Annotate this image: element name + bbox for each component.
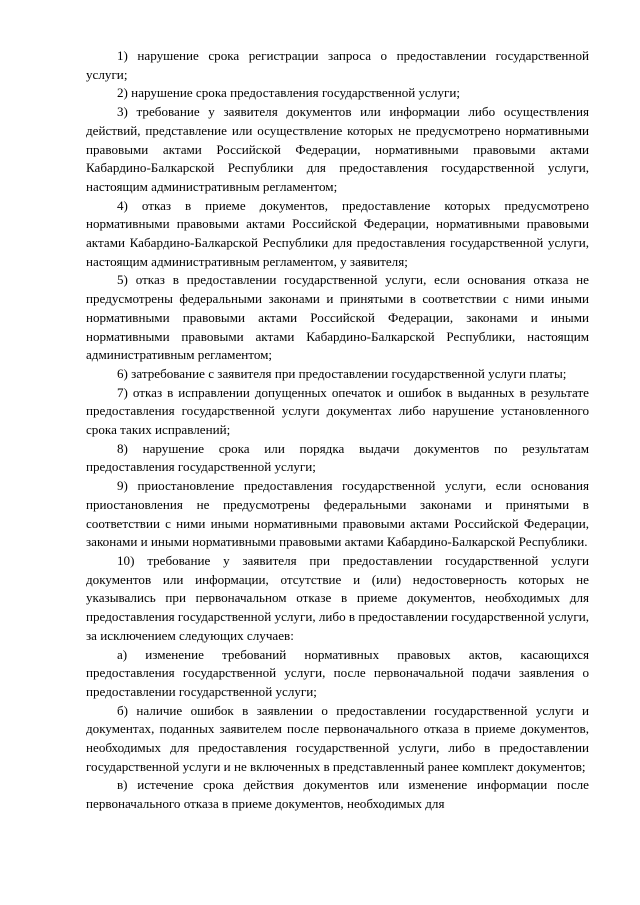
paragraph-item-9: 9) приостановление предоставления государственной услуги, если основания приостановления не предусмотрены федеральными законами и принятыми в соответствии с ними иными нормативными правовыми актами Российской Федерации, законами и иными нормативными правовыми актами Кабардино-Балкарской Республики. — [86, 478, 589, 550]
paragraph-item-7: 7) отказ в исправлении допущенных опечаток и ошибок в выданных в результате предоставления государственной услуги документах либо нарушение установленного срока таких исправлений; — [86, 384, 589, 438]
paragraph-item-3: 3) требование у заявителя документов или информации либо осуществления действий, представление или осуществление которых не предусмотрено нормативными правовыми актами Российской Федерации, нормативными правовыми актами Кабардино-Балкарской Республики для предоставления государственной услуги, настоящим административным регламентом; — [86, 104, 589, 194]
paragraph-subitem-a: а) изменение требований нормативных правовых актов, касающихся предоставления государственной услуги, после первоначальной подачи заявления о предоставлении государственной услуги; — [86, 646, 589, 699]
paragraph-item-2: 2) нарушение срока предоставления государственной услуги; — [117, 85, 461, 101]
paragraph-item-4: 4) отказ в приеме документов, предоставление которых предусмотрено нормативными правовыми актами Российской Федерации, нормативными правовыми актами Кабардино-Балкарской Республики для предоставления государственной услуги, настоящим административным регламентом, у заявителя; — [86, 197, 589, 269]
paragraph-item-8: 8) нарушение срока или порядка выдачи документов по результатам предоставления государственной услуги; — [86, 440, 589, 475]
paragraph-item-5: 5) отказ в предоставлении государственной услуги, если основания отказа не предусмотрены федеральными законами и принятыми в соответствии с ними иными нормативными правовыми актами Российской Федерации, законами и иными нормативными правовыми актами Кабардино-Балкарской Республики, настоящим административным регламентом; — [86, 272, 589, 363]
paragraph-item-1: 1) нарушение срока регистрации запроса о предоставлении государственной услуги; — [86, 48, 589, 82]
paragraph-item-6: 6) затребование с заявителя при предоставлении государственной услуги платы; — [117, 365, 567, 381]
paragraph-subitem-v: в) истечение срока действия документов или изменение информации после первоначального отказа в приеме документов, необходимых для — [86, 777, 589, 812]
document-page — [86, 47, 589, 814]
paragraph-subitem-b: б) наличие ошибок в заявлении о предоставлении государственной услуги и документах, поданных заявителем после первоначального отказа в приеме документов, необходимых для предоставления государственной услуги, либо в предоставлении государственной услуги и не включенных в представленный ранее комплект документов; — [86, 702, 589, 774]
paragraph-item-10: 10) требование у заявителя при предоставлении государственной услуги документов или информации, отсутствие и (или) недостоверность которых не указывались при первоначальном отказе в приеме документов, необходимых для предоставления государственной услуги, либо в предоставлении государственной услуги, за исключением следующих случаев: — [86, 552, 589, 643]
